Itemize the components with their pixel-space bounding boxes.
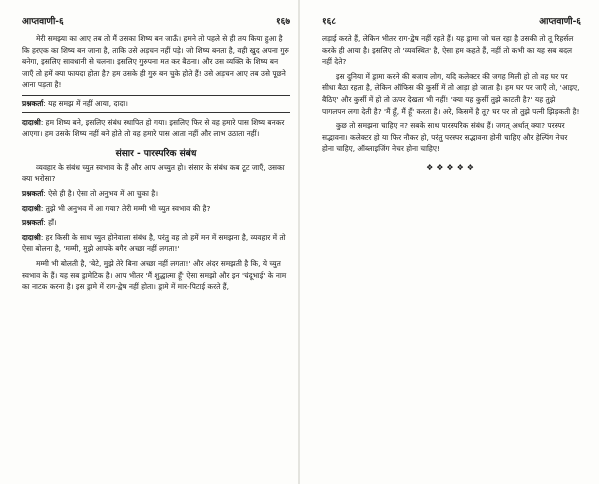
question-1 xyxy=(22,98,290,110)
left-running-head: आप्तवाणी-६ xyxy=(22,17,64,27)
dadashri-label: दादाश्री xyxy=(22,232,41,242)
left-paragraph-3: मम्मी भी बोलती है, 'बेटे, मुझे तेरे बिना अच्छा नहीं लगता!' और अंदर समझती है कि, ये च्युत स्वभाव के हैं। यह सब ड्रामेटिक है। आप भीतर 'मैं शुद्धात्मा हूँ' ऐसा समझो और इन 'चंदूभाई' के नाम का नाटक करना है। इस ड्रामे में राग-द्वेष नहीं होता। ड्रामे में मार-पिटाई करते हैं, xyxy=(22,258,287,292)
answer-1 xyxy=(22,117,290,140)
answer-3 xyxy=(22,232,290,255)
answer-2-text: : तुझे भी अनुभव में आ गया? तेरी मम्मी भी च्युत स्वभाव की है? xyxy=(40,203,211,213)
left-paragraph-2: व्यवहार के संबंध च्युत स्वभाव के हैं और आप अच्युत हो। संसार के संबंध कब टूट जाएँ, उसका क्या भरोसा? xyxy=(22,162,285,184)
left-paragraph-1: मेरी समझ्या का आए तब तो मैं उसका शिष्य बन जाऊँ। हमने तो पहले से ही तय किया हुआ है कि हरएक का शिष्य बन जाना है, ताकि उसे अड़चन नहीं पड़े। जो शिष्य बनता है, वही खुद अपना गुरु बनेगा, इसलिए सावधानी से चलना। इसलिए गुरुपना मत कर बैठना। और उस व्यक्ति के शिष्य बन जाएँ तो हमें क्या फायदा होता है? हम उसके ही गुरु बन चुके होते हैं! उसे अड़चन आए तब उसे पूछने आना पड़ता है! xyxy=(22,34,289,90)
answer-2 xyxy=(22,203,290,215)
questioner-label: प्रश्नकर्ता xyxy=(22,98,44,108)
question-1-text: : यह समझ में नहीं आया, दादा। xyxy=(43,98,128,108)
question-box xyxy=(22,95,290,113)
question-2 xyxy=(22,188,290,200)
right-paragraph-3: कुछ तो समझना चाहिए न? सबके साथ पारस्परिक संबंध हैं। जगत् अर्थात् क्या? परस्पर सद्भावना। कलेक्टर हो या फिर नौकर हो, परंतु परस्पर सद्भावना होनी चाहिए और हेल्पिंग नेचर होना चाहिए, ऑब्लाइजिंग नेचर होना चाहिए! xyxy=(322,121,568,154)
answer-3-text: : हर किसी के साथ च्युत होनेवाला संबंध है, परंतु वह तो हमें मन में समझना है, व्यवहार में तो ऐसा बोलना है, 'मम्मी, मुझे आपके बगैर अच्छा नहीं लगता!' xyxy=(22,232,286,254)
questioner-label: प्रश्नकर्ता xyxy=(22,188,44,198)
left-page-number: १६७ xyxy=(275,17,290,27)
question-3 xyxy=(22,217,290,229)
question-2-text: : ऐसे ही है। ऐसा तो अनुभव में आ चुका है। xyxy=(43,188,159,198)
dadashri-label: दादाश्री xyxy=(22,203,41,213)
right-page xyxy=(300,0,599,484)
right-paragraph-1: लड़ाई करते हैं, लेकिन भीतर राग-द्वेष नहीं रहते हैं। यह ड्रामा जो चल रहा है उसकी तो तू रिहर्सल करके ही आया है। इसलिए तो 'व्यवस्थित' है, ऐसा हम कहते हैं, नहीं तो कभी का यह सब बदल नहीं देते? xyxy=(322,34,574,67)
left-page-header xyxy=(22,14,290,27)
answer-1-text: : हम शिष्य बने, इसलिए संबंध स्थापित हो गया। इसलिए फिर से वह हमारे पास शिष्य बनकर आएगा। हम उसके शिष्य नहीं बने होते तो वह हमारे पास आता नहीं और लाभ उठाता नहीं। xyxy=(22,117,285,139)
question-3-text: : हाँ। xyxy=(43,218,57,228)
section-end-ornament: ❖❖❖❖❖ xyxy=(426,162,477,172)
right-running-head: आप्तवाणी-६ xyxy=(539,17,581,27)
dadashri-label: दादाश्री xyxy=(22,117,41,127)
right-page-header xyxy=(322,14,581,27)
questioner-label: प्रश्नकर्ता xyxy=(22,218,44,228)
section-title: संसार - पारस्परिक संबंध xyxy=(115,148,197,159)
right-paragraph-2: इस दुनिया में ड्रामा करने की बजाय लोग, यदि कलेक्टर की जगह मिली हो तो वह घर पर सीधा बैठा रहता है, लेकिन ऑफिस की कुर्सी में तो आड़ा हो जाता है। हम घर पर जाएँ तो, 'आइए, बैठिए' और कुर्सी में हो तो ऊपर देखता भी नहीं! 'क्या यह कुर्सी तुझे काटती है?' यह तुझे पागलपन लगा देती है? 'मैं हूँ, मैं हूँ' करता है। अरे, किसमें है तू? घर पर तो तुझे पत्नी झिड़कती है! xyxy=(322,71,580,116)
right-page-number: १६८ xyxy=(322,17,337,27)
